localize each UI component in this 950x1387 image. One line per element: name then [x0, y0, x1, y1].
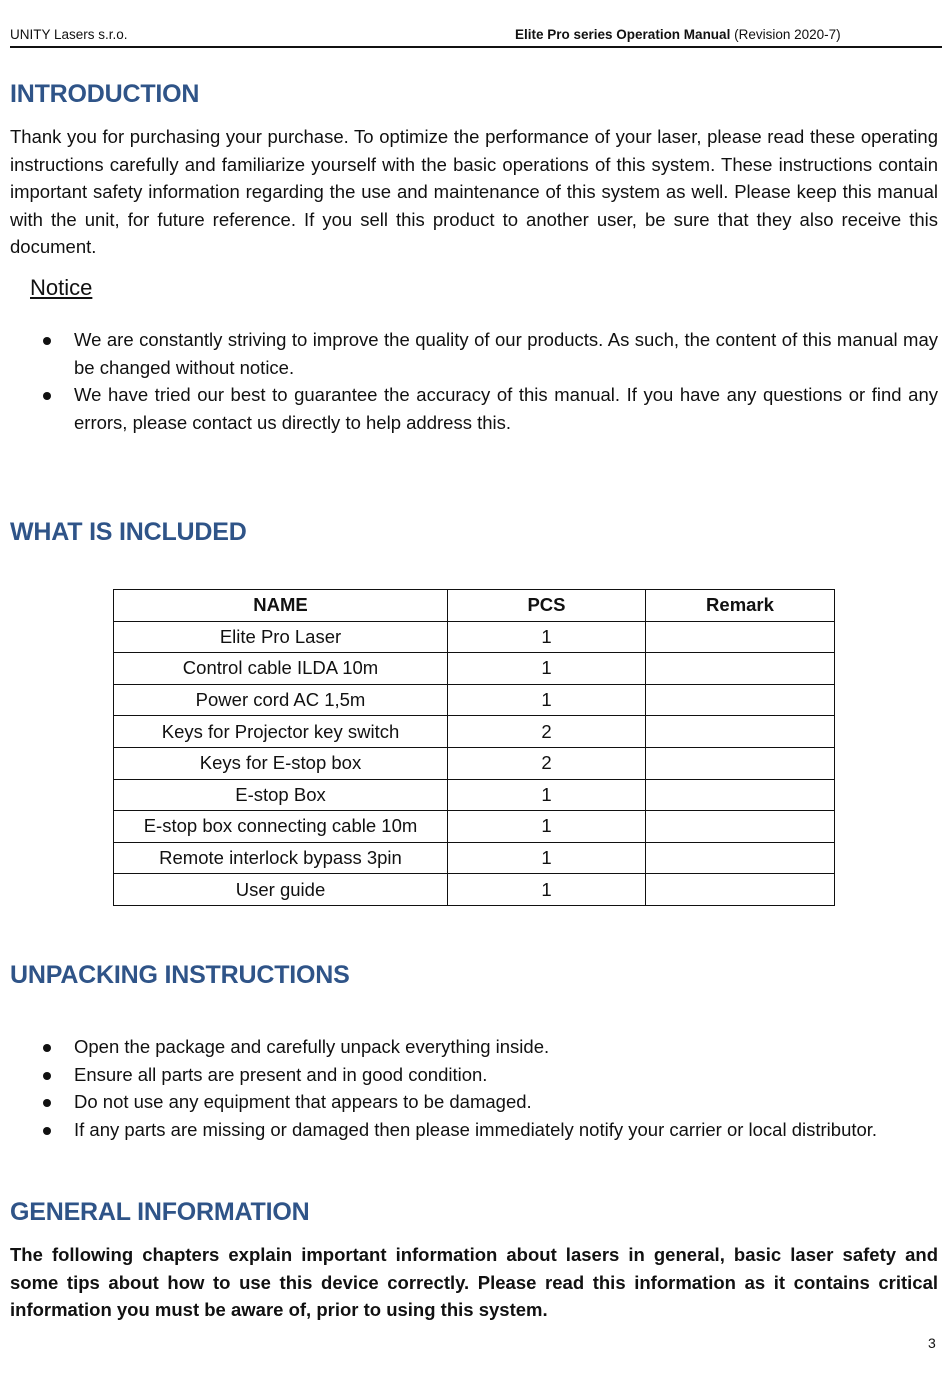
bullet-icon	[43, 337, 51, 345]
notice-item	[0, 381, 938, 436]
item-name: Control cable ILDA 10m	[114, 653, 448, 685]
item-name: Power cord AC 1,5m	[114, 684, 448, 716]
item-name: User guide	[114, 874, 448, 906]
table-row	[114, 684, 835, 716]
table-row	[114, 716, 835, 748]
item-pcs: 1	[448, 874, 646, 906]
item-name: E-stop box connecting cable 10m	[114, 811, 448, 843]
bullet-icon	[43, 1127, 51, 1135]
general-text: The following chapters explain important information about lasers in general, basic laser safety and some tips about how to use this device correctly. Please read this information as it contains critical information you must be aware of, prior to using this system.	[10, 1244, 938, 1321]
unpacking-item-text: Open the package and carefully unpack everything inside.	[74, 1036, 550, 1057]
bullet-icon	[43, 1072, 51, 1080]
notice-list	[0, 326, 938, 436]
bullet-icon	[43, 1099, 51, 1107]
introduction-heading: INTRODUCTION	[10, 80, 200, 108]
unpacking-item	[0, 1061, 938, 1089]
table-row	[114, 747, 835, 779]
manual-title: Elite Pro series Operation Manual	[515, 27, 731, 42]
item-pcs: 1	[448, 684, 646, 716]
company-name: UNITY Lasers s.r.o.	[10, 27, 128, 42]
included-items-table	[113, 589, 835, 906]
table-row	[114, 779, 835, 811]
introduction-text: Thank you for purchasing your purchase. To optimize the performance of your laser, please read these operating instructions carefully and familiarize yourself with the basic operations of this system. These instructions contain important safety information regarding the use and maintenance of this system as well. Please keep this manual with the unit, for future reference. If you sell this product to another user, be sure that they also receive this document.	[10, 126, 938, 258]
unpacking-item-text: If any parts are missing or damaged then please immediately notify your carrier or local distributor.	[74, 1118, 878, 1140]
table-row	[114, 874, 835, 906]
page-header	[10, 24, 942, 48]
item-remark	[646, 653, 835, 685]
included-heading: WHAT IS INCLUDED	[10, 518, 247, 546]
table-row	[114, 811, 835, 843]
notice-item-text: We are constantly striving to improve the quality of our products. As such, the content of this manual may be changed without notice.	[74, 329, 938, 378]
item-pcs: 2	[448, 716, 646, 748]
table-row	[114, 653, 835, 685]
unpacking-item-text: Ensure all parts are present and in good condition.	[74, 1063, 488, 1085]
column-header-name: NAME	[114, 590, 448, 622]
item-remark	[646, 779, 835, 811]
unpacking-item-text: Do not use any equipment that appears to be damaged.	[74, 1091, 532, 1113]
column-header-pcs: PCS	[448, 590, 646, 622]
table-header-row	[114, 590, 835, 622]
page-number: 3	[928, 1335, 936, 1351]
item-remark	[646, 716, 835, 748]
unpacking-item	[0, 1033, 938, 1061]
item-remark	[646, 811, 835, 843]
table-row	[114, 842, 835, 874]
item-pcs: 2	[448, 747, 646, 779]
document-title	[515, 27, 841, 42]
notice-item	[0, 326, 938, 381]
revision-label: (Revision 2020-7)	[730, 27, 841, 42]
item-remark	[646, 621, 835, 653]
notice-label: Notice	[30, 275, 93, 300]
item-name: E-stop Box	[114, 779, 448, 811]
item-remark	[646, 747, 835, 779]
general-heading: GENERAL INFORMATION	[10, 1198, 310, 1226]
bullet-icon	[43, 1044, 51, 1052]
item-name: Keys for E-stop box	[114, 747, 448, 779]
item-pcs: 1	[448, 621, 646, 653]
item-pcs: 1	[448, 811, 646, 843]
table-row	[114, 621, 835, 653]
item-pcs: 1	[448, 653, 646, 685]
item-name: Remote interlock bypass 3pin	[114, 842, 448, 874]
item-remark	[646, 684, 835, 716]
item-remark	[646, 842, 835, 874]
unpacking-item	[0, 1116, 938, 1144]
item-pcs: 1	[448, 842, 646, 874]
item-name: Keys for Projector key switch	[114, 716, 448, 748]
unpacking-list	[0, 1033, 938, 1143]
item-name: Elite Pro Laser	[114, 621, 448, 653]
bullet-icon	[43, 392, 51, 400]
unpacking-heading: UNPACKING INSTRUCTIONS	[10, 961, 350, 989]
item-pcs: 1	[448, 779, 646, 811]
item-remark	[646, 874, 835, 906]
column-header-remark: Remark	[646, 590, 835, 622]
unpacking-item	[0, 1088, 938, 1116]
notice-item-text: We have tried our best to guarantee the accuracy of this manual. If you have any questions or find any errors, please contact us directly to help address this.	[74, 384, 938, 433]
